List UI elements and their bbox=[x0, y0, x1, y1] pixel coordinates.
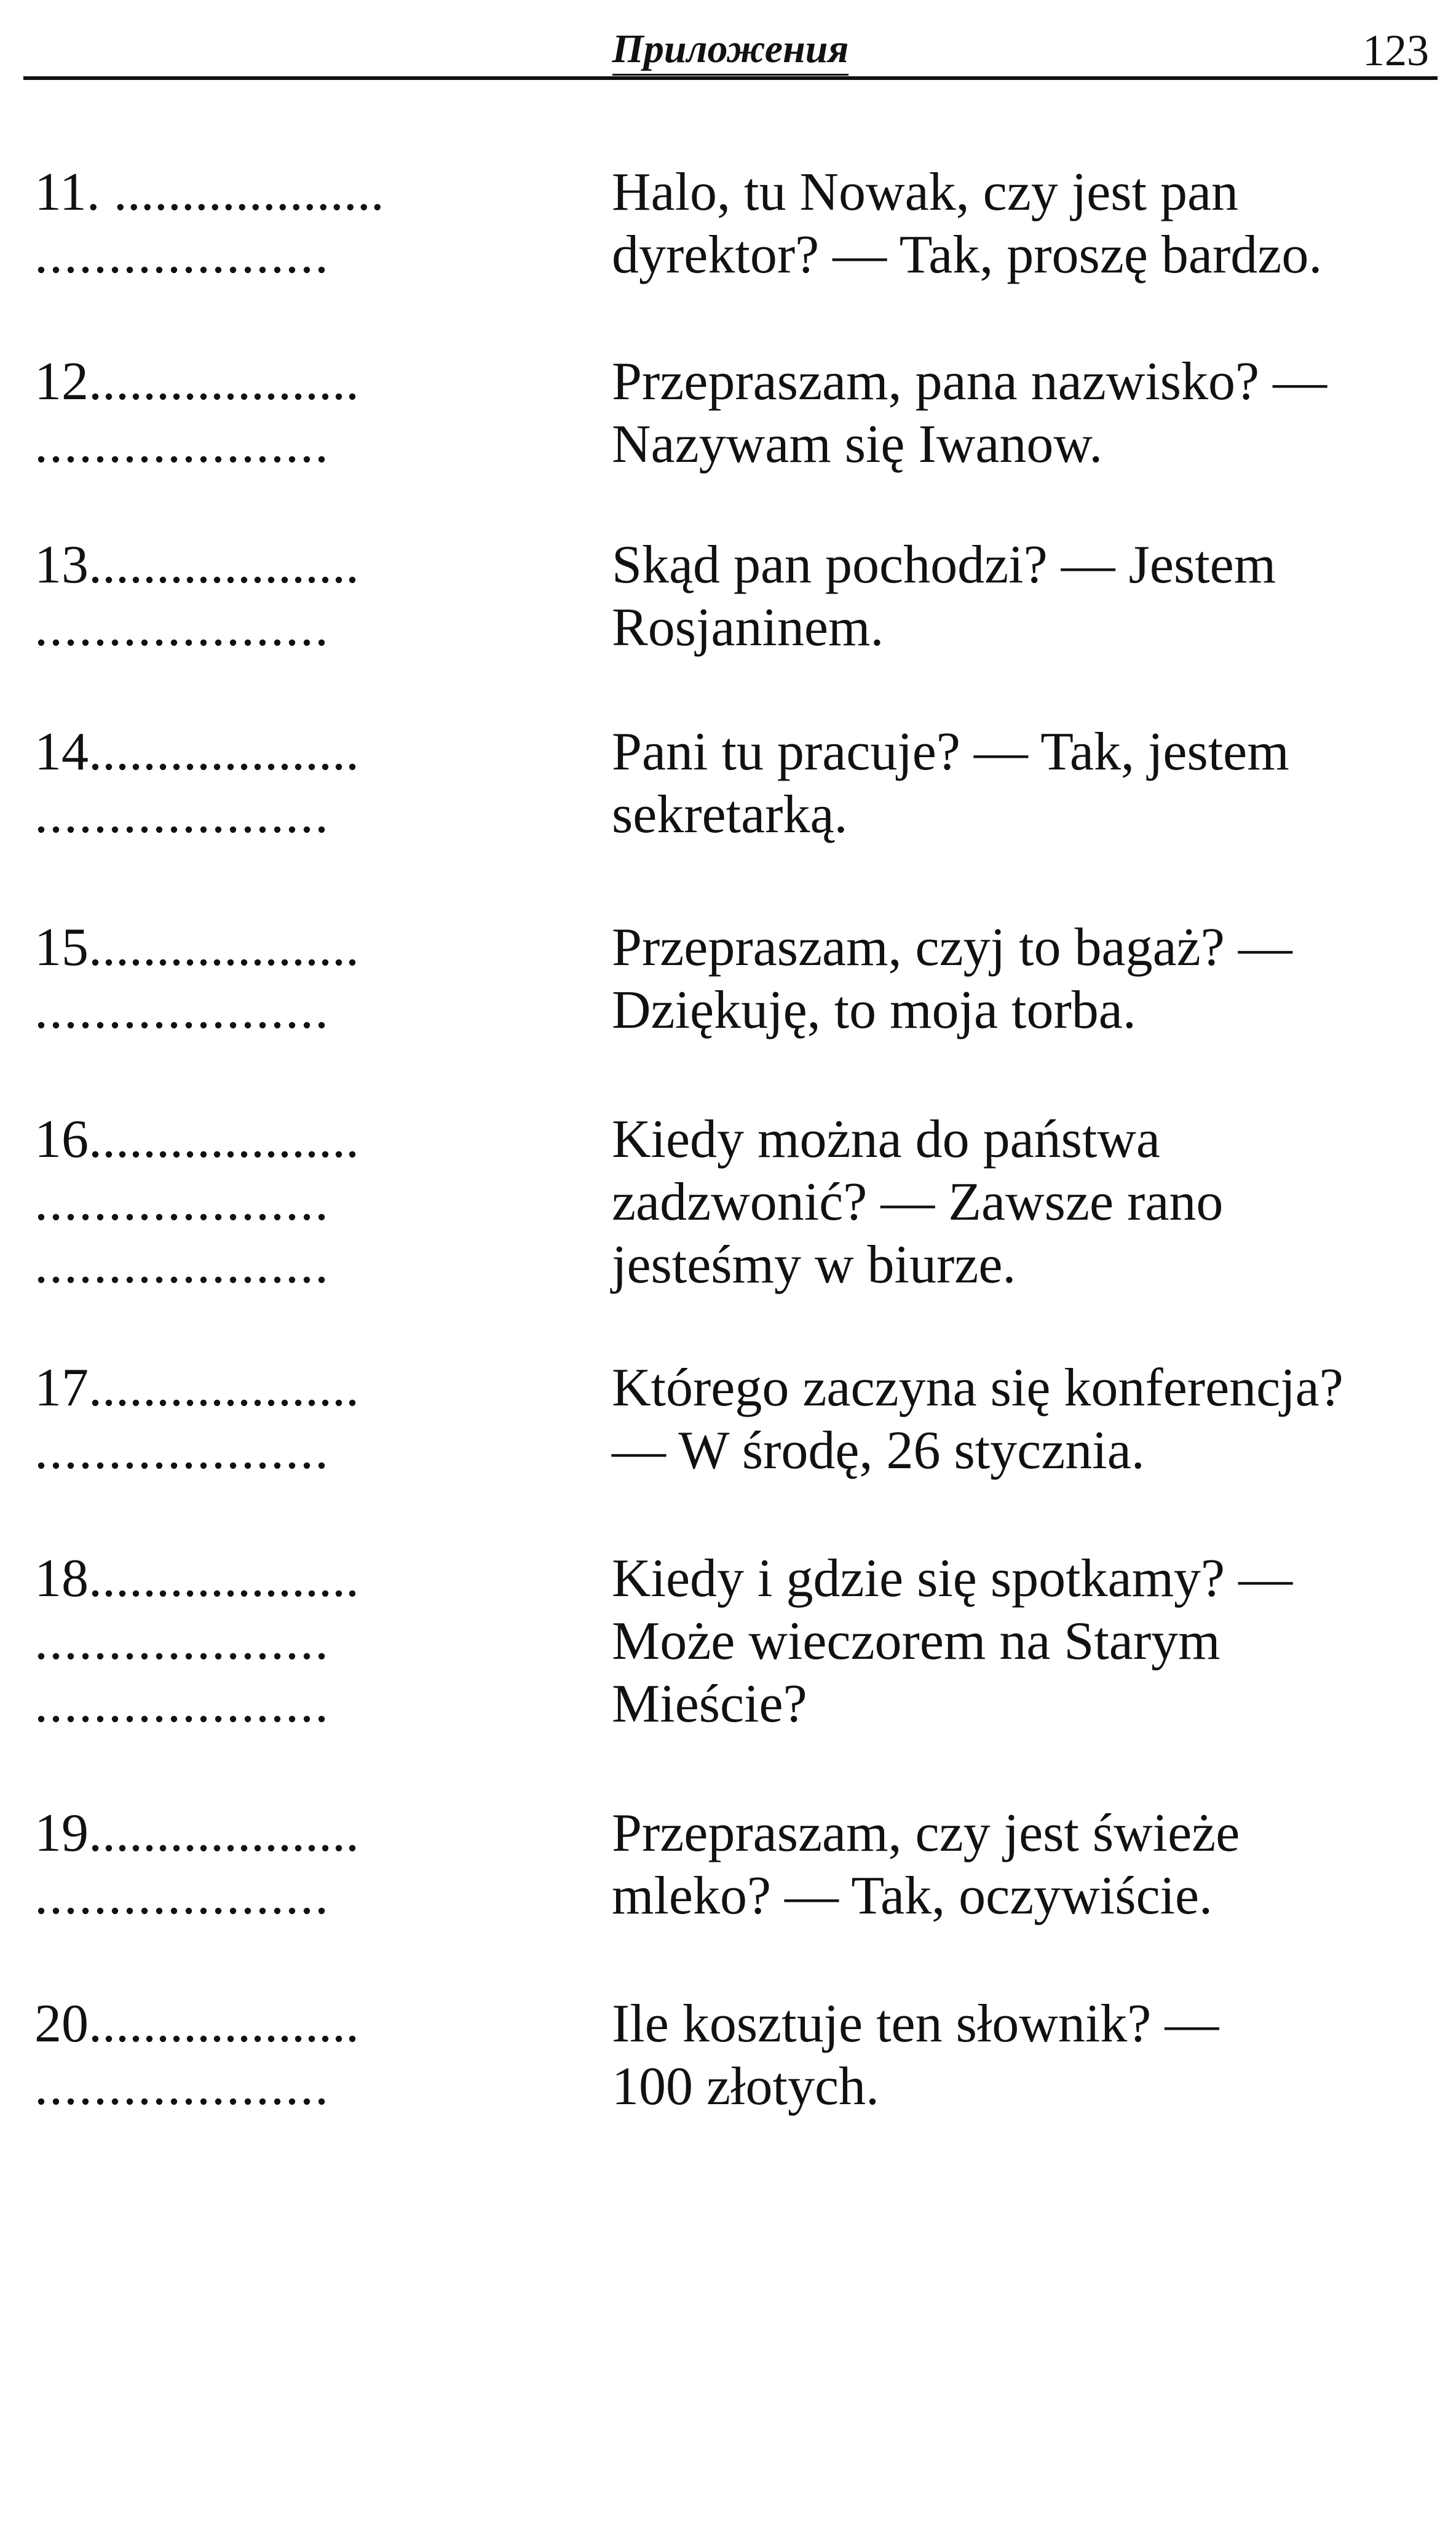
entry-text-line: Może wieczorem na Starym bbox=[612, 1611, 1221, 1671]
entry-answer-blank bbox=[34, 1548, 551, 1736]
entry-text-line: jesteśmy w biurze. bbox=[612, 1235, 1016, 1295]
dotted-line: .................... bbox=[34, 1421, 330, 1480]
dotted-line: .................... bbox=[34, 1674, 330, 1734]
dotted-line: .................... bbox=[34, 1172, 330, 1232]
dotted-line: .................... bbox=[34, 1235, 330, 1295]
entry-number: 19.................... bbox=[34, 1803, 359, 1863]
entry-text-line: Którego zaczyna się konferencja? bbox=[612, 1358, 1343, 1418]
dotted-line: .................... bbox=[34, 598, 330, 658]
entry-text-line: sekretarką. bbox=[612, 785, 848, 844]
entry-text-line: Ile kosztuje ten słownik? — bbox=[612, 1994, 1219, 2054]
entry-text-line: Przepraszam, pana nazwisko? — bbox=[612, 352, 1327, 411]
entry-text bbox=[612, 1108, 1430, 1297]
entry-text-line: Przepraszam, czyj to bagaż? — bbox=[612, 918, 1292, 977]
entry-text-line: — W środę, 26 stycznia. bbox=[612, 1421, 1145, 1480]
entry-text-line: Dziękuję, to moja torba. bbox=[612, 980, 1136, 1040]
entry-text bbox=[612, 916, 1430, 1042]
header-title-text: Приложения bbox=[612, 26, 849, 76]
entry-text-line: Pani tu pracuje? — Tak, jestem bbox=[612, 722, 1289, 782]
dotted-line: .................... bbox=[34, 225, 330, 285]
entry-text bbox=[612, 1548, 1430, 1736]
entry-text-line: Kiedy i gdzie się spotkamy? — bbox=[612, 1549, 1293, 1608]
entry-answer-blank bbox=[34, 1802, 551, 1928]
entry-number: 20.................... bbox=[34, 1994, 359, 2054]
entry-number: 18.................... bbox=[34, 1549, 359, 1608]
dotted-line: .................... bbox=[34, 785, 330, 844]
dotted-line: .................... bbox=[34, 2057, 330, 2116]
entry-text-line: Halo, tu Nowak, czy jest pan bbox=[612, 162, 1239, 222]
dotted-line: .................... bbox=[34, 1866, 330, 1926]
entry-answer-blank bbox=[34, 1357, 551, 1482]
dotted-line: .................... bbox=[34, 415, 330, 474]
entry-answer-blank bbox=[34, 161, 551, 287]
entry-number: 15.................... bbox=[34, 918, 359, 977]
entry-text-line: Kiedy można do państwa bbox=[612, 1110, 1160, 1169]
entry-number: 13.................... bbox=[34, 535, 359, 595]
entry-text-line: Rosjaninem. bbox=[612, 598, 884, 658]
entry-text-line: zadzwonić? — Zawsze rano bbox=[612, 1172, 1224, 1232]
page-number: 123 bbox=[1363, 26, 1429, 75]
dotted-line: .................... bbox=[34, 1611, 330, 1671]
entry-number: 14.................... bbox=[34, 722, 359, 782]
entry-text-line: dyrektor? — Tak, proszę bardzo. bbox=[612, 225, 1323, 285]
entry-answer-blank bbox=[34, 534, 551, 659]
header-title bbox=[23, 26, 1438, 76]
entry-text bbox=[612, 721, 1430, 846]
running-header bbox=[23, 23, 1438, 80]
entry-text-line: Nazywam się Iwanow. bbox=[612, 415, 1103, 474]
entry-answer-blank bbox=[34, 916, 551, 1042]
entry-answer-blank bbox=[34, 1108, 551, 1297]
entry-text bbox=[612, 161, 1430, 287]
entry-number: 17.................... bbox=[34, 1358, 359, 1418]
entry-answer-blank bbox=[34, 351, 551, 476]
entry-text-line: 100 złotych. bbox=[612, 2057, 880, 2116]
entry-text bbox=[612, 351, 1430, 476]
entry-text bbox=[612, 534, 1430, 659]
entry-answer-blank bbox=[34, 721, 551, 846]
entry-answer-blank bbox=[34, 1993, 551, 2118]
entry-text bbox=[612, 1802, 1430, 1928]
dotted-line: .................... bbox=[34, 980, 330, 1040]
entry-text bbox=[612, 1357, 1430, 1482]
entry-text-line: Przepraszam, czy jest świeże bbox=[612, 1803, 1240, 1863]
entry-text-line: Mieście? bbox=[612, 1674, 807, 1734]
entry-text bbox=[612, 1993, 1430, 2118]
entry-number: 11. .................... bbox=[34, 162, 384, 222]
entry-text-line: mleko? — Tak, oczywiście. bbox=[612, 1866, 1213, 1926]
entry-number: 12.................... bbox=[34, 352, 359, 411]
entry-text-line: Skąd pan pochodzi? — Jestem bbox=[612, 535, 1276, 595]
entry-number: 16.................... bbox=[34, 1110, 359, 1169]
